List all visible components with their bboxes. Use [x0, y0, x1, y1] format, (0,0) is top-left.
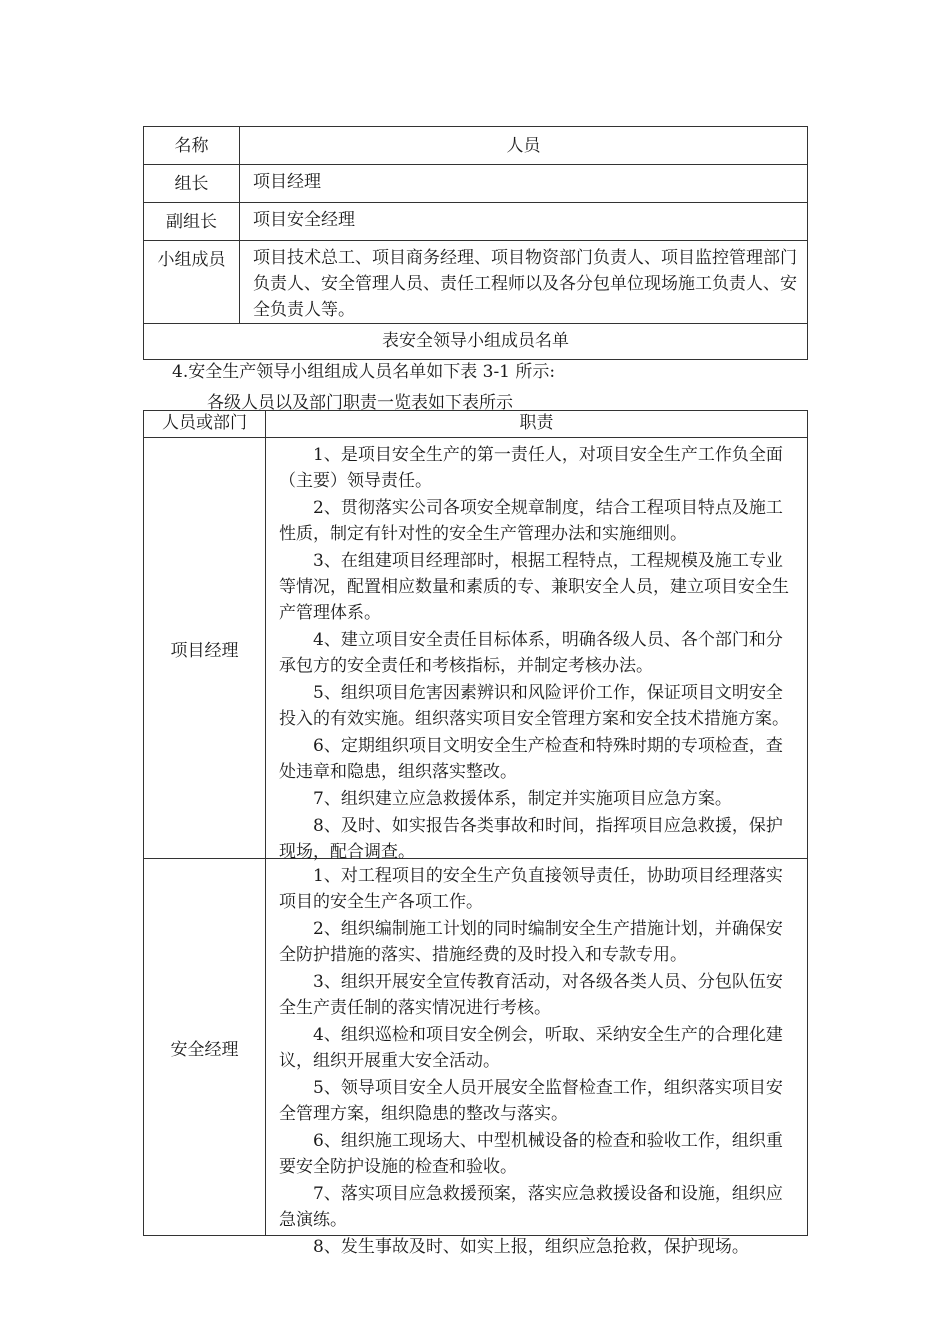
row-name-members: 小组成员 — [144, 241, 240, 324]
header-name: 名称 — [144, 127, 240, 165]
duty-item: 7、落实项目应急救援预案，落实应急救援设备和设施，组织应急演练。 — [279, 1184, 783, 1230]
table-caption-row — [144, 324, 808, 360]
duty-item: 7、组织建立应急救援体系，制定并实施项目应急方案。 — [313, 789, 732, 809]
dept-safety-manager: 安全经理 — [144, 859, 266, 1236]
table-row — [144, 438, 808, 859]
table-caption: 表安全领导小组成员名单 — [144, 324, 808, 360]
duty-list-project-manager — [266, 438, 807, 862]
table-row — [144, 241, 808, 324]
duty-item: 5、组织项目危害因素辨识和风险评价工作，保证项目文明安全投入的有效实施。组织落实项目安全管理方案和安全技术措施方案。 — [279, 683, 789, 729]
header-duties: 职责 — [266, 411, 808, 438]
table-row — [144, 165, 808, 203]
duty-item: 1、是项目安全生产的第一责任人，对项目安全生产工作负全面（主要）领导责任。 — [279, 445, 783, 491]
table-header-row — [144, 127, 808, 165]
duty-item: 4、建立项目安全责任目标体系，明确各级人员、各个部门和分承包方的安全责任和考核指标，并制定考核办法。 — [279, 630, 783, 676]
duty-item: 2、组织编制施工计划的同时编制安全生产措施计划，并确保安全防护措施的落实、措施经费的及时投入和专款专用。 — [279, 919, 783, 965]
row-value-members: 项目技术总工、项目商务经理、项目物资部门负责人、项目监控管理部门负责人、安全管理人员、责任工程师以及各分包单位现场施工负责人、安全负责人等。 — [240, 241, 808, 324]
row-value-leader: 项目经理 — [240, 165, 808, 203]
duty-item: 3、在组建项目经理部时，根据工程特点，工程规模及施工专业等情况，配置相应数量和素质的专、兼职安全人员，建立项目安全生产管理体系。 — [279, 551, 789, 623]
table-row — [144, 203, 808, 241]
table-header-row — [144, 411, 808, 438]
duty-item: 8、及时、如实报告各类事故和时间，指挥项目应急救援，保护现场，配合调查。 — [279, 816, 783, 862]
duty-item: 6、组织施工现场大、中型机械设备的检查和验收工作，组织重要安全防护设施的检查和验收。 — [279, 1131, 783, 1177]
duty-item: 4、组织巡检和项目安全例会，听取、采纳安全生产的合理化建议，组织开展重大安全活动。 — [279, 1025, 783, 1071]
duty-item: 6、定期组织项目文明安全生产检查和特殊时期的专项检查，查处违章和隐患，组织落实整改。 — [279, 736, 783, 782]
duty-item: 5、领导项目安全人员开展安全监督检查工作，组织落实项目安全管理方案，组织隐患的整改与落实。 — [279, 1078, 783, 1124]
row-name-deputy: 副组长 — [144, 203, 240, 241]
row-name-leader: 组长 — [144, 165, 240, 203]
duty-item: 8、发生事故及时、如实上报，组织应急抢救，保护现场。 — [313, 1237, 749, 1257]
header-dept: 人员或部门 — [144, 411, 266, 438]
header-members: 人员 — [240, 127, 808, 165]
duty-item: 2、贯彻落实公司各项安全规章制度，结合工程项目特点及施工性质，制定有针对性的安全生产管理办法和实施细则。 — [279, 498, 783, 544]
row-value-deputy: 项目安全经理 — [240, 203, 808, 241]
duty-item: 3、组织开展安全宣传教育活动，对各级各类人员、分包队伍安全生产责任制的落实情况进行考核。 — [279, 972, 783, 1018]
paragraph-table-intro: 4.安全生产领导小组组成人员名单如下表 3-1 所示: — [172, 362, 556, 382]
table-row — [144, 859, 808, 1236]
paragraph-duties-intro: 各级人员以及部门职责一览表如下表所示 — [207, 393, 513, 413]
duties-table — [143, 410, 808, 1257]
duty-item: 1、对工程项目的安全生产负直接领导责任，协助项目经理落实项目的安全生产各项工作。 — [279, 866, 783, 912]
duty-list-safety-manager — [266, 859, 807, 1257]
dept-project-manager: 项目经理 — [144, 438, 266, 859]
leadership-group-table — [143, 126, 808, 360]
